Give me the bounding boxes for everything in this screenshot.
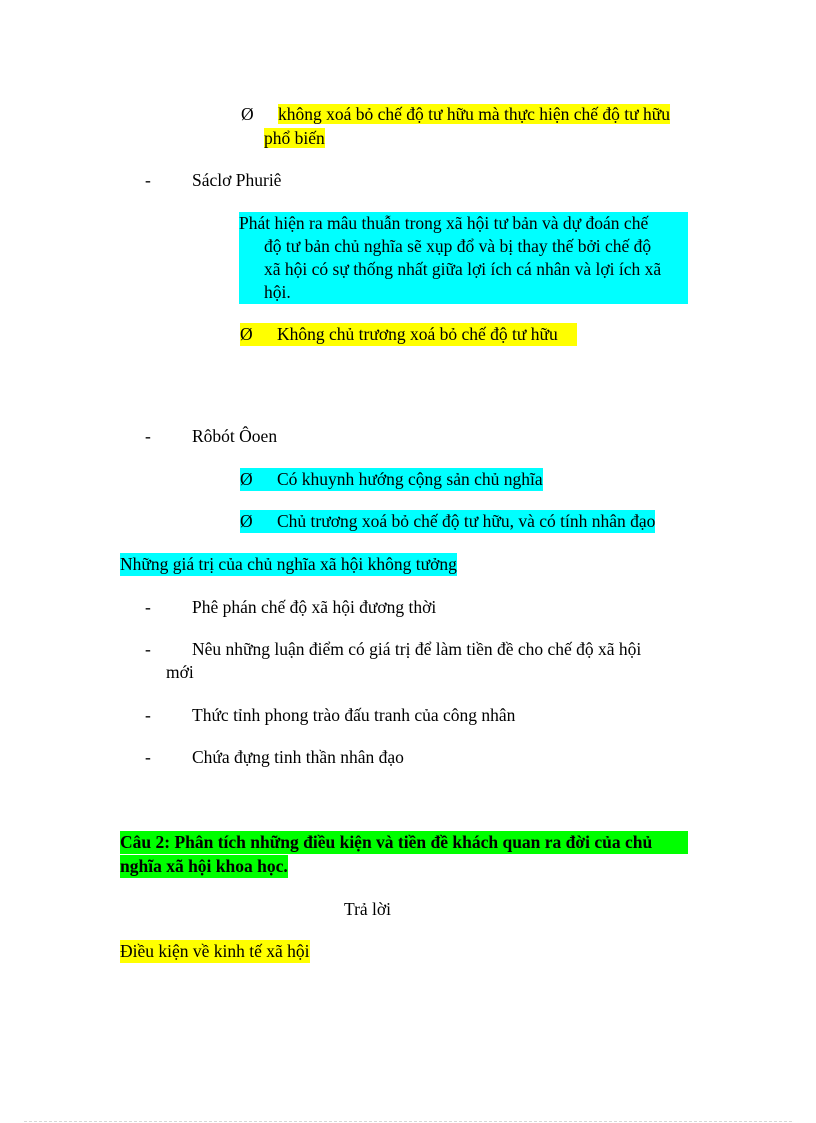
- owen-point-1-text: Có khuynh hướng cộng sản chủ nghĩa: [277, 469, 543, 489]
- conclusion-line-1: không xoá bỏ chế độ tư hữu mà thực hiện chế độ tư hữu: [278, 104, 670, 124]
- question-2-line-2: nghĩa xã hội khoa học.: [120, 856, 288, 876]
- owen-point-2: [240, 510, 655, 533]
- values-item-2-text: Nêu những luận điểm có giá trị để làm tiền đề cho chế độ xã hội: [192, 639, 642, 659]
- values-item-1-text: Phê phán chế độ xã hội đương thời: [192, 597, 437, 617]
- values-item-3-text: Thức tỉnh phong trào đấu tranh của công nhân: [192, 705, 516, 725]
- dash-bullet: -: [145, 426, 151, 446]
- fourier-name: Sáclơ Phuriê: [192, 170, 282, 190]
- fourier-discovery-line-3: xã hội có sự thống nhất giữa lợi ích cá nhân và lợi ích xã: [239, 258, 688, 281]
- arrow-bullet-icon: Ø: [240, 469, 253, 489]
- dash-bullet: -: [145, 705, 151, 725]
- conclusion-line-2-wrap: [264, 127, 325, 150]
- fourier-discovery-line-2: độ tư bản chủ nghĩa sẽ xụp đổ và bị thay thế bởi chế độ: [239, 235, 688, 258]
- arrow-bullet-icon: Ø: [241, 104, 254, 124]
- fourier-conclusion: [240, 323, 577, 346]
- fourier-conclusion-text: Không chủ trương xoá bỏ chế độ tư hữu: [277, 324, 558, 344]
- dash-bullet: -: [145, 639, 151, 659]
- answer-label: Trả lời: [344, 899, 392, 919]
- dash-bullet: -: [145, 170, 151, 190]
- owen-point-2-text: Chủ trương xoá bỏ chế độ tư hữu, và có tính nhân đạo: [277, 511, 656, 531]
- arrow-bullet-icon: Ø: [240, 511, 253, 531]
- page-boundary: [24, 1121, 792, 1122]
- values-heading: Những giá trị của chủ nghĩa xã hội không tưởng: [120, 554, 457, 574]
- dash-bullet: -: [145, 597, 151, 617]
- saint-simon-conclusion: [241, 103, 670, 126]
- values-item-4-text: Chứa đựng tinh thần nhân đạo: [192, 747, 404, 767]
- arrow-bullet-icon: Ø: [240, 324, 253, 344]
- values-item-2-text-cont: mới: [166, 662, 194, 682]
- owen-name: Rôbót Ôoen: [192, 426, 278, 446]
- question-2-line-1: Câu 2: Phân tích những điều kiện và tiền đề khách quan ra đời của chủ: [120, 831, 688, 854]
- fourier-discovery-line-1: Phát hiện ra mâu thuẫn trong xã hội tư bản và dự đoán chế: [239, 212, 688, 235]
- conclusion-line-2: phổ biến: [264, 128, 325, 148]
- owen-point-1: [240, 468, 543, 491]
- dash-bullet: -: [145, 747, 151, 767]
- fourier-discovery-line-4: hội.: [239, 281, 688, 304]
- answer-first-heading: Điều kiện về kinh tế xã hội: [120, 941, 310, 961]
